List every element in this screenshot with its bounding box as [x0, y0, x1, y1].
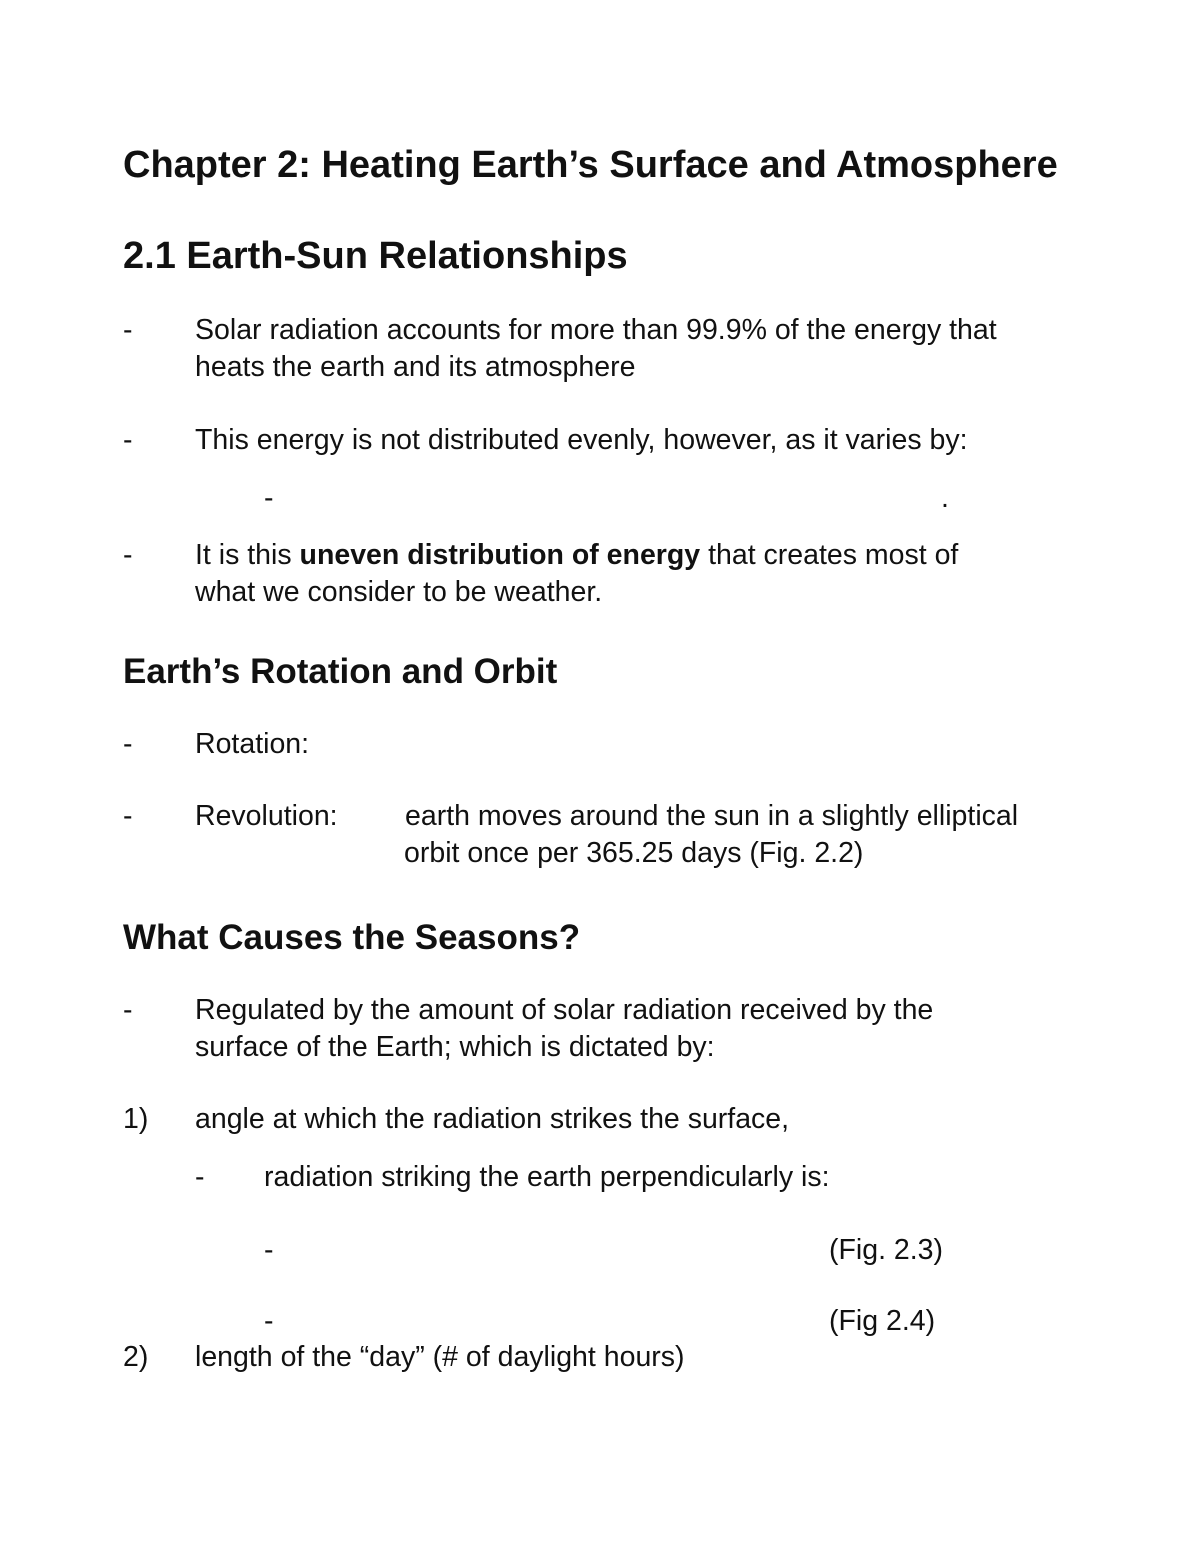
blank-sub-dash: -	[264, 1305, 274, 1337]
revolution-label: Revolution:	[195, 800, 338, 832]
bullet-text: what we consider to be weather.	[195, 576, 603, 608]
figure-reference: (Fig 2.4)	[829, 1305, 936, 1337]
bullet-dash: -	[123, 728, 133, 760]
bullet-text: orbit once per 365.25 days (Fig. 2.2)	[404, 837, 864, 869]
plain-text: that creates most of	[700, 539, 959, 571]
sub-bullet-dash: -	[195, 1161, 205, 1193]
bullet-dash: -	[123, 800, 133, 832]
bullet-text: heats the earth and its atmosphere	[195, 351, 636, 383]
bold-emphasis: uneven distribution of energy	[299, 539, 701, 571]
bullet-text	[195, 541, 958, 570]
list-number: 1)	[123, 1103, 149, 1135]
section-heading: What Causes the Seasons?	[123, 918, 581, 957]
blank-sub-dash: -	[264, 482, 274, 514]
figure-reference: (Fig. 2.3)	[829, 1234, 944, 1266]
list-number: 2)	[123, 1341, 149, 1373]
section-title: 2.1 Earth-Sun Relationships	[123, 235, 628, 277]
bullet-dash: -	[123, 314, 133, 346]
list-text: length of the “day” (# of daylight hours)	[195, 1341, 685, 1373]
list-text: angle at which the radiation strikes the surface,	[195, 1103, 790, 1135]
sub-bullet-text: radiation striking the earth perpendicularly is:	[264, 1161, 830, 1193]
bullet-text: surface of the Earth; which is dictated by:	[195, 1031, 715, 1063]
bullet-dash: -	[123, 539, 133, 571]
plain-text: It is this	[195, 539, 300, 571]
bullet-dash: -	[123, 994, 133, 1026]
bullet-text: earth moves around the sun in a slightly elliptical	[405, 800, 1019, 832]
section-heading: Earth’s Rotation and Orbit	[123, 652, 558, 691]
bullet-text: This energy is not distributed evenly, however, as it varies by:	[195, 424, 968, 456]
chapter-title: Chapter 2: Heating Earth’s Surface and Atmosphere	[123, 144, 1058, 186]
bullet-dash: -	[123, 424, 133, 456]
rotation-label: Rotation:	[195, 728, 310, 760]
bullet-text: Solar radiation accounts for more than 99.9% of the energy that	[195, 314, 997, 346]
blank-period: .	[941, 482, 949, 514]
blank-sub-dash: -	[264, 1234, 274, 1266]
bullet-text: Regulated by the amount of solar radiation received by the	[195, 994, 934, 1026]
